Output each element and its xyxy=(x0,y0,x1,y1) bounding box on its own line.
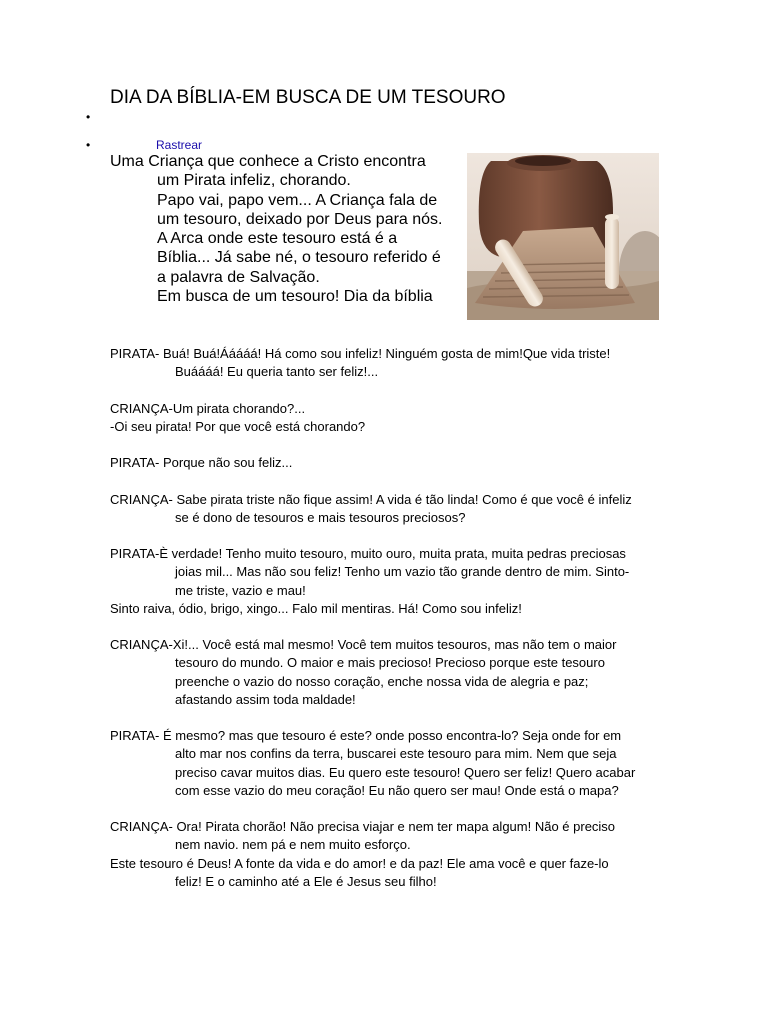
script-line: -Oi seu pirata! Por que você está chorando? xyxy=(110,418,366,434)
script-line: preciso cavar muitos dias. Eu quero este tesouro! Quero ser feliz! Quero acabar xyxy=(175,764,636,780)
script-line: nem navio. nem pá e nem muito esforço. xyxy=(175,837,411,853)
script-line: PIRATA- Buá! Buá!Ááááá! Há como sou infeliz! Ninguém gosta de mim!Que vida triste! xyxy=(110,346,611,361)
script-line: se é dono de tesouros e mais tesouros preciosos? xyxy=(175,509,466,525)
intro-line: A Arca onde este tesouro está é a xyxy=(157,230,398,248)
dialogue-script xyxy=(110,345,670,891)
rastrear-link[interactable]: Rastrear xyxy=(156,138,203,152)
intro-paragraph xyxy=(110,152,443,306)
script-line: CRIANÇA-Xi!... Você está mal mesmo! Você tem muitos tesouros, mas não tem o maior xyxy=(110,637,617,653)
script-line: CRIANÇA- Sabe pirata triste não fique assim! A vida é tão linda! Como é que você é infeliz xyxy=(110,491,632,507)
script-line: tesouro do mundo. O maior e mais precioso! Precioso porque este tesouro xyxy=(175,655,605,671)
script-line: CRIANÇA-Um pirata chorando?... xyxy=(110,400,306,416)
intro-line: Bíblia... Já sabe né, o tesouro referido é xyxy=(157,249,441,267)
script-line: com esse vazio do meu coração! Eu não quero ser mau! Onde está o mapa? xyxy=(175,782,619,798)
script-line: Este tesouro é Deus! A fonte da vida e do amor! e da paz! Ele ama você e quer faze-lo xyxy=(110,855,609,871)
intro-line: Papo vai, papo vem... A Criança fala de xyxy=(157,191,438,209)
document-title: DIA DA BÍBLIA-EM BUSCA DE UM TESOURO xyxy=(110,87,506,108)
list-bullet: • xyxy=(86,138,91,152)
script-line: CRIANÇA- Ora! Pirata chorão! Não precisa viajar e nem ter mapa algum! Não é preciso xyxy=(110,819,616,835)
intro-line: Em busca de um tesouro! Dia da bíblia xyxy=(157,288,433,306)
intro-line: um tesouro, deixado por Deus para nós. xyxy=(157,210,443,228)
script-line: PIRATA- Porque não sou feliz... xyxy=(110,455,293,471)
intro-line: Uma Criança que conhece a Cristo encontra xyxy=(110,153,426,170)
script-line: joias mil... Mas não sou feliz! Tenho um vazio tão grande dentro de mim. Sinto- xyxy=(175,564,630,580)
script-line: afastando assim toda maldade! xyxy=(175,691,356,707)
script-line: feliz! E o caminho até a Ele é Jesus seu filho! xyxy=(175,873,437,889)
list-bullet: • xyxy=(86,110,91,124)
intro-line: um Pirata infeliz, chorando. xyxy=(157,172,351,190)
script-line: Sinto raiva, ódio, brigo, xingo... Falo mil mentiras. Há! Como sou infeliz! xyxy=(110,600,522,616)
script-line: alto mar nos confins da terra, buscarei este tesouro para mim. Nem que seja xyxy=(175,746,617,762)
script-line: PIRATA-È verdade! Tenho muito tesouro, muito ouro, muita prata, muita pedras preciosas xyxy=(110,546,626,562)
script-line: Buáááá! Eu queria tanto ser feliz!... xyxy=(175,364,379,380)
intro-line: a palavra de Salvação. xyxy=(157,268,320,286)
script-line: me triste, vazio e mau! xyxy=(175,582,306,598)
script-line: PIRATA- É mesmo? mas que tesouro é este? onde posso encontra-lo? Seja onde for em xyxy=(110,728,622,744)
clay-jar-and-scroll-photo xyxy=(467,153,659,320)
script-line: preenche o vazio do nosso coração, enche nossa vida de alegria e paz; xyxy=(175,673,589,689)
